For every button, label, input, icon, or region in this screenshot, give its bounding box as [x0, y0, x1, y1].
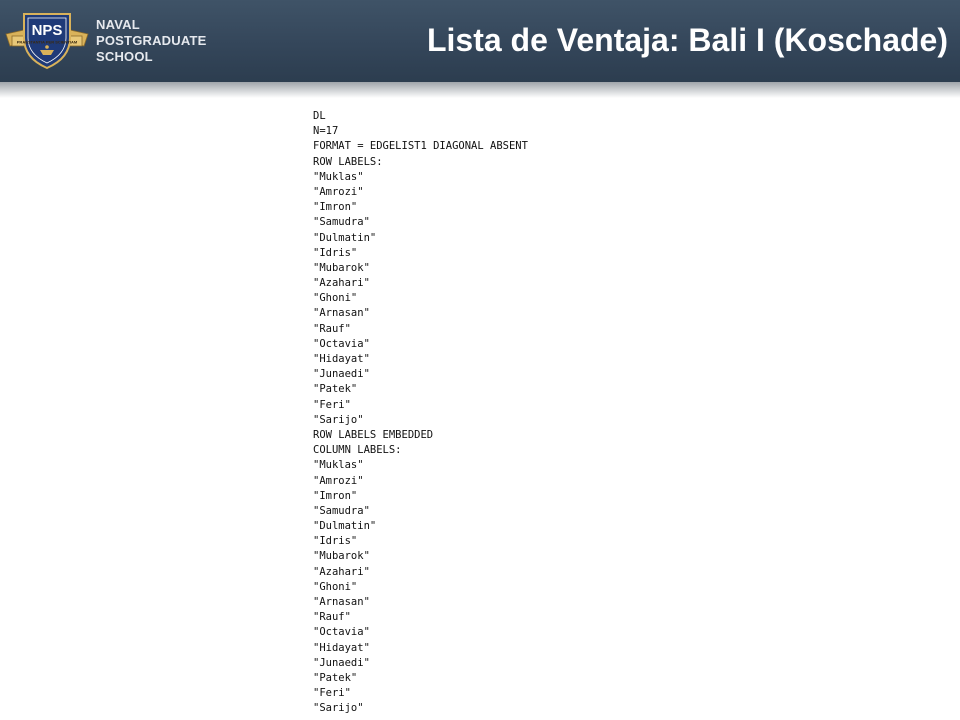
listing-line: ROW LABELS: [313, 155, 383, 168]
school-name-line: POSTGRADUATE [96, 33, 207, 48]
listing-line: "Mubarok" [313, 550, 370, 563]
listing-line: "Sarijo" [313, 702, 364, 715]
nps-logo [4, 8, 90, 72]
listing-line: "Ghoni" [313, 580, 358, 593]
listing-line: ROW LABELS EMBEDDED [313, 428, 434, 441]
listing-line: "Ghoni" [313, 292, 358, 305]
listing-line: "Feri" [313, 687, 351, 700]
listing-line: "Hidayat" [313, 641, 370, 654]
listing-line: "Azahari" [313, 277, 370, 290]
listing-line: "Imron" [313, 201, 358, 214]
edgelist-listing [313, 109, 528, 717]
logo-initials: NPS [31, 22, 63, 39]
listing-line: "Patek" [313, 383, 358, 396]
listing-line: "Junaedi" [313, 368, 370, 381]
listing-line: DL [313, 110, 326, 122]
school-name-line: SCHOOL [96, 49, 153, 64]
listing-line: "Arnasan" [313, 307, 370, 320]
header-shadow [0, 82, 960, 98]
listing-line: "Idris" [313, 535, 358, 548]
listing-line: "Hidayat" [313, 353, 370, 365]
listing-line: "Octavia" [313, 337, 370, 350]
listing-line: "Rauf" [313, 611, 351, 624]
listing-line: "Muklas" [313, 170, 364, 183]
listing-line: "Octavia" [313, 626, 370, 639]
listing-line: "Samudra" [313, 216, 370, 229]
listing-line: "Dulmatin" [313, 231, 377, 244]
listing-line: "Mubarok" [313, 261, 370, 274]
listing-line: "Rauf" [313, 322, 351, 335]
listing-line: "Idris" [313, 246, 358, 259]
slide-title: Lista de Ventaja: Bali I (Koschade) [426, 22, 948, 58]
listing-line: FORMAT = EDGELIST1 DIAGONAL ABSENT [313, 140, 528, 153]
school-name-line: NAVAL [96, 17, 140, 32]
school-name [96, 17, 216, 65]
listing-line: "Imron" [313, 489, 358, 502]
listing-line: "Amrozi" [313, 474, 364, 487]
header-banner [0, 0, 960, 82]
listing-line: "Junaedi" [313, 656, 370, 669]
listing-line: "Feri" [313, 398, 351, 411]
listing-line: "Amrozi" [313, 185, 364, 198]
listing-line: "Patek" [313, 671, 358, 684]
listing-line: "Dulmatin" [313, 520, 377, 533]
listing-line: COLUMN LABELS: [313, 444, 402, 457]
listing-line: "Sarijo" [313, 413, 364, 426]
listing-line: "Muklas" [313, 459, 364, 472]
logo-motto: PRAESTANTIA PER SCIENTIAM [16, 39, 78, 45]
listing-line: "Arnasan" [313, 596, 370, 608]
listing-line: "Azahari" [313, 565, 370, 578]
listing-line: "Samudra" [313, 504, 370, 517]
listing-line: N=17 [313, 125, 339, 138]
